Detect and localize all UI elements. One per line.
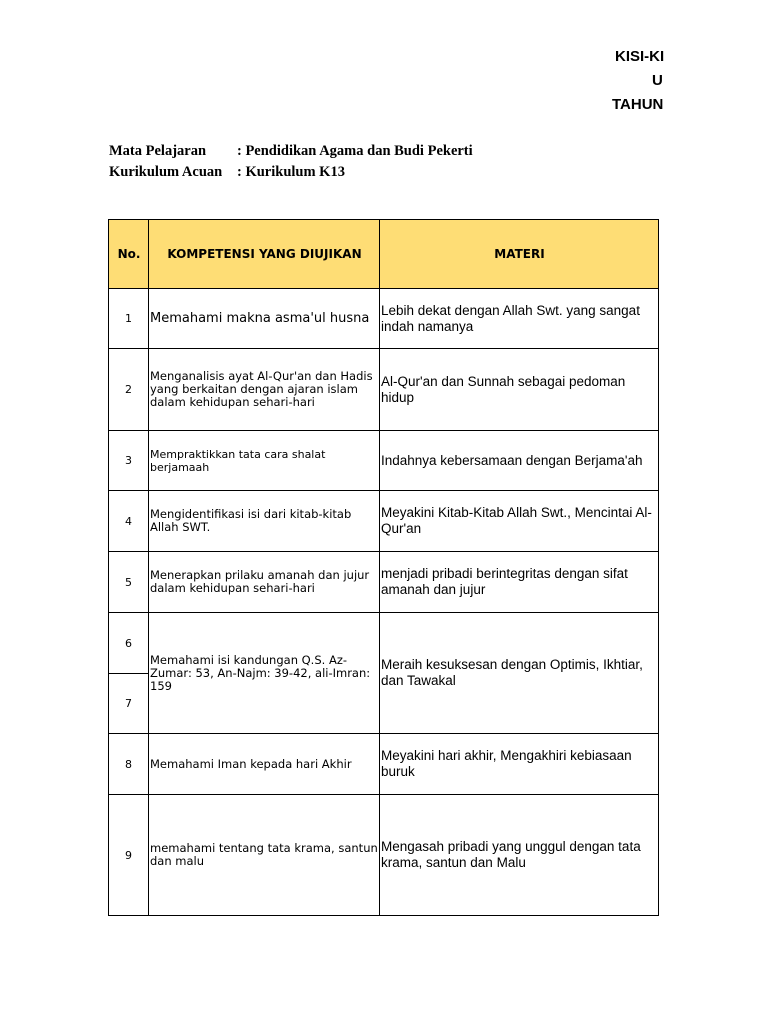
table-row bbox=[109, 491, 659, 552]
table-header-row bbox=[109, 220, 659, 289]
kompetensi-cell: memahami tentang tata krama, santun dan malu bbox=[149, 795, 380, 916]
table-row bbox=[109, 349, 659, 431]
row-number: 6 bbox=[109, 613, 148, 674]
materi-cell: Meyakini hari akhir, Mengakhiri kebiasaan buruk bbox=[380, 734, 659, 795]
header-kompetensi: KOMPETENSI YANG DIUJIKAN bbox=[149, 220, 380, 289]
subject-row bbox=[109, 141, 473, 162]
kompetensi-cell: Menerapkan prilaku amanah dan jujur dalam kehidupan sehari-hari bbox=[149, 552, 380, 613]
materi-cell: Meraih kesuksesan dengan Optimis, Ikhtiar, dan Tawakal bbox=[380, 613, 659, 734]
table-row bbox=[109, 734, 659, 795]
kompetensi-cell: Mengidentifikasi isi dari kitab-kitab Allah SWT. bbox=[149, 491, 380, 552]
subject-value: : Pendidikan Agama dan Budi Pekerti bbox=[237, 143, 473, 159]
document-meta bbox=[109, 141, 473, 183]
kompetensi-cell: Mempraktikkan tata cara shalat berjamaah bbox=[149, 431, 380, 491]
row-number: 5 bbox=[109, 552, 149, 613]
materi-cell: Indahnya kebersamaan dengan Berjama'ah bbox=[380, 431, 659, 491]
document-title-line-1: KISI-KI bbox=[615, 48, 665, 65]
curriculum-row bbox=[109, 162, 473, 183]
kompetensi-cell: Menganalisis ayat Al-Qur'an dan Hadis yang berkaitan dengan ajaran islam dalam kehidupan sehari-hari bbox=[149, 349, 380, 431]
materi-cell: Meyakini Kitab-Kitab Allah Swt., Mencintai Al-Qur'an bbox=[380, 491, 659, 552]
kisi-kisi-table bbox=[108, 219, 659, 916]
table-row bbox=[109, 795, 659, 916]
table-row bbox=[109, 552, 659, 613]
document-title-line-3: TAHUN bbox=[612, 96, 664, 113]
row-number: 4 bbox=[109, 491, 149, 552]
kompetensi-cell: Memahami makna asma'ul husna bbox=[149, 289, 380, 349]
document-title-line-2: U bbox=[652, 72, 663, 89]
row-number: 9 bbox=[109, 795, 149, 916]
row-number: 8 bbox=[109, 734, 149, 795]
subject-label: Mata Pelajaran bbox=[109, 143, 207, 159]
header-no: No. bbox=[109, 220, 149, 289]
table-row bbox=[109, 613, 659, 734]
kompetensi-cell: Memahami Iman kepada hari Akhir bbox=[149, 734, 380, 795]
curriculum-value: : Kurikulum K13 bbox=[237, 164, 345, 180]
row-number: 2 bbox=[109, 349, 149, 431]
materi-cell: menjadi pribadi berintegritas dengan sifat amanah dan jujur bbox=[380, 552, 659, 613]
curriculum-label: Kurikulum Acuan bbox=[109, 164, 223, 180]
row-number: 1 bbox=[109, 289, 149, 349]
table-row bbox=[109, 289, 659, 349]
row-number-merged bbox=[109, 613, 149, 734]
materi-cell: Mengasah pribadi yang unggul dengan tata krama, santun dan Malu bbox=[380, 795, 659, 916]
kompetensi-cell: Memahami isi kandungan Q.S. Az-Zumar: 53, An-Najm: 39-42, ali-Imran: 159 bbox=[149, 613, 380, 734]
row-number: 3 bbox=[109, 431, 149, 491]
row-number: 7 bbox=[125, 696, 132, 710]
table-row bbox=[109, 431, 659, 491]
materi-cell: Al-Qur'an dan Sunnah sebagai pedoman hidup bbox=[380, 349, 659, 431]
header-materi: MATERI bbox=[380, 220, 659, 289]
materi-cell: Lebih dekat dengan Allah Swt. yang sangat indah namanya bbox=[380, 289, 659, 349]
